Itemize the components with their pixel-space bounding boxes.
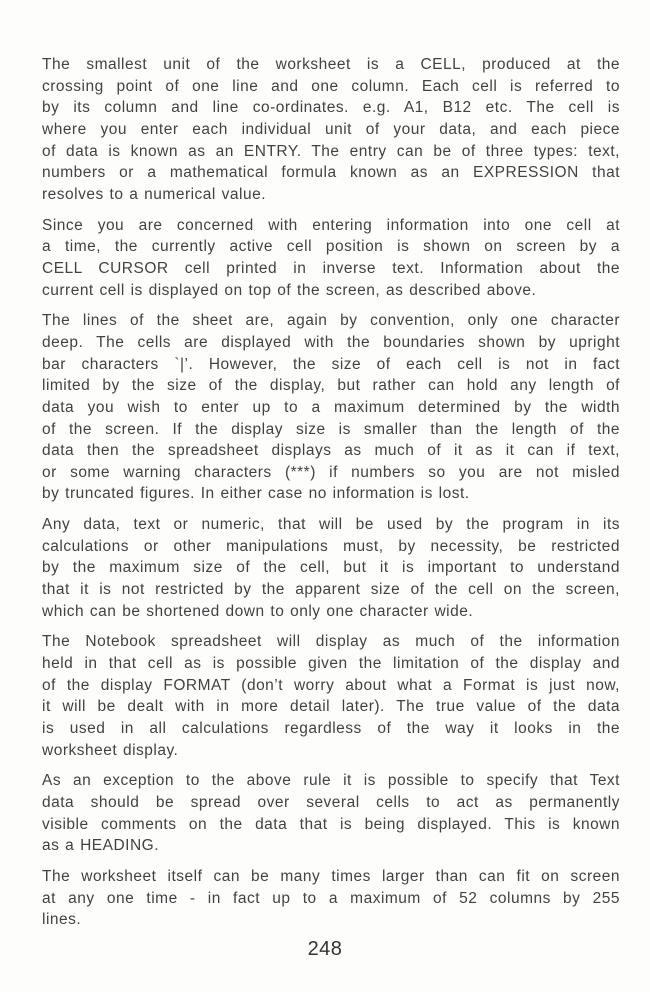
text-line: calculations or other manipulations must, by necessity, be restricted [42,537,620,555]
text-line: The smallest unit of the worksheet is a CELL, produced at the [42,56,620,73]
text-line: data then the spreadsheet displays as much of it as it can if text, [42,442,620,460]
text-line: of data is known as an ENTRY. The entry can be of three types: text, [42,142,620,160]
text-line: deep. The cells are displayed with the boundaries shown by upright [42,333,620,351]
text-line: The Notebook spreadsheet will display as much of the information [42,633,620,651]
text-line: held in that cell as is possible given the limitation of the display and [42,655,620,673]
text-line: by truncated figures. In either case no information is lost. [42,485,470,503]
paragraph-data-size [42,514,620,622]
text-line: worksheet display. [42,741,179,759]
text-block [42,54,620,940]
text-line: Any data, text or numeric, that will be used by the program in its [42,516,620,534]
text-line: where you enter each individual unit of your data, and each piece [42,120,620,138]
paragraph-cell-cursor [42,215,620,302]
text-line: of the display FORMAT (don’t worry about what a Format is just now, [42,676,620,694]
text-line: as a HEADING. [42,837,160,855]
text-line: data should be spread over several cells to act as permanently [42,794,620,811]
paragraph-heading-exception [42,770,620,857]
text-line: which can be shortened down to only one character wide. [42,602,474,620]
text-line: that it is not restricted by the apparent size of the cell on the screen, [42,581,620,599]
text-line: data you wish to enter up to a maximum determined by the width [42,398,620,416]
text-line: As an exception to the above rule it is possible to specify that Text [42,772,620,790]
page-number: 248 [307,938,343,960]
text-line: resolves to a numerical value. [42,185,267,203]
text-line: is used in all calculations regardless of the way it looks in the [42,720,620,738]
text-line: or some warning characters (***) if numbers so you are not misled [42,463,620,481]
text-line: Since you are concerned with entering information into one cell at [42,216,620,234]
text-line: at any one time - in fact up to a maximum of 52 columns by 255 [42,889,620,907]
text-line: it will be dealt with in more detail later). The true value of the data [42,698,620,716]
paragraph-cell-definition [42,54,620,206]
text-line: visible comments on the data that is being displayed. This is known [42,815,620,833]
text-line: of the screen. If the display size is smaller than the length of the [42,420,620,438]
text-line: CELL CURSOR cell printed in inverse text. Information about the [42,259,620,277]
text-line: limited by the size of the display, but rather can hold any length of [42,377,620,395]
paragraph-notebook-display [42,631,620,761]
text-line: by its column and line co-ordinates. e.g. A1, B12 etc. The cell is [42,99,620,117]
text-line: The lines of the sheet are, again by convention, only one character [42,312,620,330]
paragraph-worksheet-size [42,866,620,931]
text-line: crossing point of one line and one column. Each cell is referred to [42,77,620,95]
text-line: by the maximum size of the cell, but it is important to understand [42,559,620,577]
text-line: numbers or a mathematical formula known as an EXPRESSION that [42,164,620,182]
text-line: bar characters `|’. However, the size of each cell is not in fact [42,355,620,373]
text-line: The worksheet itself can be many times larger than can fit on screen [42,867,620,885]
text-line: current cell is displayed on top of the screen, as described above. [42,281,537,299]
paragraph-sheet-lines [42,310,620,505]
text-line: lines. [42,911,82,929]
text-line: a time, the currently active cell position is shown on screen by a [42,238,620,256]
